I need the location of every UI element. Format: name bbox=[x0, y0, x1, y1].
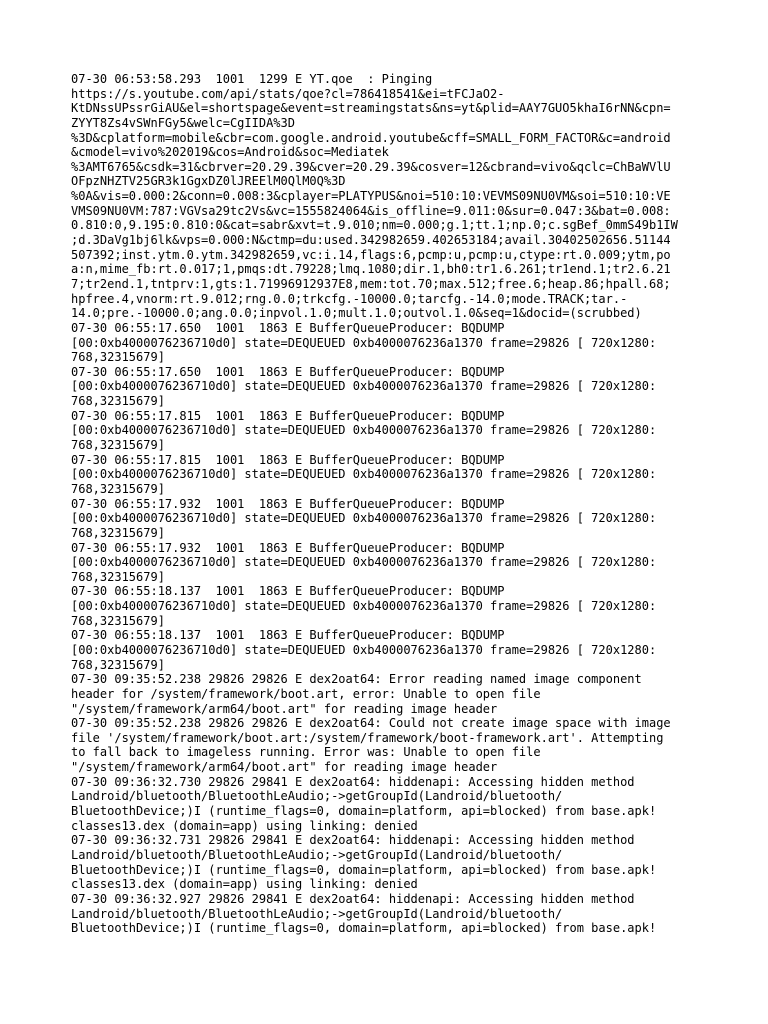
log-line: classes13.dex (domain=app) using linking: denied bbox=[71, 818, 418, 833]
log-line: ZYYT8Zs4vSWnFGy5&welc=CgIIDA%3D bbox=[71, 115, 295, 130]
log-line: 14.0;pre.-10000.0;ang.0.0;inpvol.1.0;mult.1.0;outvol.1.0&seq=1&docid=(scrubbed) bbox=[71, 306, 642, 321]
log-line: a:n,mime_fb:rt.0.017;1,pmqs:dt.79228;lmq.1080;dir.1,bh0:tr1.6.261;tr1end.1;tr2.6.21 bbox=[71, 262, 671, 277]
log-line: [00:0xb4000076236710d0] state=DEQUEUED 0xb4000076236a1370 frame=29826 [ 720x1280: bbox=[71, 423, 657, 438]
log-line: [00:0xb4000076236710d0] state=DEQUEUED 0xb4000076236a1370 frame=29826 [ 720x1280: bbox=[71, 335, 657, 350]
log-line: 07-30 06:55:17.932 1001 1863 E BufferQueueProducer: BQDUMP bbox=[71, 496, 505, 511]
log-line: 07-30 09:36:32.730 29826 29841 E dex2oat64: hiddenapi: Accessing hidden method bbox=[71, 774, 635, 789]
log-line: 768,32315679] bbox=[71, 481, 165, 496]
log-line: 07-30 06:55:17.650 1001 1863 E BufferQueueProducer: BQDUMP bbox=[71, 320, 505, 335]
log-line: KtDNssUPssrGiAU&el=shortspage&event=streamingstats&ns=yt&plid=AAY7GUO5khaI6rNN&cpn= bbox=[71, 101, 671, 116]
log-line: 07-30 06:55:17.815 1001 1863 E BufferQueueProducer: BQDUMP bbox=[71, 452, 505, 467]
log-line: 07-30 06:55:18.137 1001 1863 E BufferQueueProducer: BQDUMP bbox=[71, 584, 505, 599]
log-line: [00:0xb4000076236710d0] state=DEQUEUED 0xb4000076236a1370 frame=29826 [ 720x1280: bbox=[71, 511, 657, 526]
log-line: [00:0xb4000076236710d0] state=DEQUEUED 0xb4000076236a1370 frame=29826 [ 720x1280: bbox=[71, 467, 657, 482]
log-document bbox=[71, 72, 711, 936]
log-line: 7;tr2end.1,tntprv:1,gts:1.71996912937E8,mem:tot.70;max.512;free.6;heap.86;hpall.68; bbox=[71, 276, 671, 291]
log-line: 507392;inst.ytm.0.ytm.342982659,vc:i.14,flags:6,pcmp:u,pcmp:u,ctype:rt.0.009;ytm,po bbox=[71, 247, 671, 262]
log-line: 07-30 09:35:52.238 29826 29826 E dex2oat64: Error reading named image component bbox=[71, 672, 642, 687]
log-line: BluetoothDevice;)I (runtime_flags=0, domain=platform, api=blocked) from base.apk! bbox=[71, 921, 657, 936]
log-line: hpfree.4,vnorm:rt.9.012;rng.0.0;trkcfg.-10000.0;tarcfg.-14.0;mode.TRACK;tar.- bbox=[71, 291, 628, 306]
log-line: 07-30 06:55:17.815 1001 1863 E BufferQueueProducer: BQDUMP bbox=[71, 408, 505, 423]
log-line: [00:0xb4000076236710d0] state=DEQUEUED 0xb4000076236a1370 frame=29826 [ 720x1280: bbox=[71, 555, 657, 570]
log-line: 768,32315679] bbox=[71, 350, 165, 365]
log-line: ;d.3DaVg1bj6lk&vps=0.000:N&ctmp=du:used.342982659.402653184;avail.30402502656.51144 bbox=[71, 233, 671, 248]
log-line: BluetoothDevice;)I (runtime_flags=0, domain=platform, api=blocked) from base.apk! bbox=[71, 804, 657, 819]
log-line: to fall back to imageless running. Error was: Unable to open file bbox=[71, 745, 541, 760]
log-line: "/system/framework/arm64/boot.art" for reading image header bbox=[71, 760, 498, 775]
log-line: &cmodel=vivo%202019&cos=Android&soc=Mediatek bbox=[71, 145, 389, 160]
log-line: [00:0xb4000076236710d0] state=DEQUEUED 0xb4000076236a1370 frame=29826 [ 720x1280: bbox=[71, 642, 657, 657]
log-line: Landroid/bluetooth/BluetoothLeAudio;->getGroupId(Landroid/bluetooth/ bbox=[71, 789, 563, 804]
log-line: header for /system/framework/boot.art, error: Unable to open file bbox=[71, 686, 541, 701]
log-line: [00:0xb4000076236710d0] state=DEQUEUED 0xb4000076236a1370 frame=29826 [ 720x1280: bbox=[71, 599, 657, 614]
log-line: https://s.youtube.com/api/stats/qoe?cl=786418541&ei=tFCJaO2- bbox=[71, 86, 505, 101]
log-line: classes13.dex (domain=app) using linking: denied bbox=[71, 877, 418, 892]
log-line: OFpzNHZTV25GR3k1GgxDZ0lJREElM0QlM0Q%3D bbox=[71, 174, 346, 189]
log-line: 07-30 06:55:18.137 1001 1863 E BufferQueueProducer: BQDUMP bbox=[71, 628, 505, 643]
log-line: %3AMT6765&csdk=31&cbrver=20.29.39&cver=20.29.39&cosver=12&cbrand=vivo&qclc=ChBaWVlU bbox=[71, 159, 671, 174]
log-line: 768,32315679] bbox=[71, 657, 165, 672]
log-line: Landroid/bluetooth/BluetoothLeAudio;->getGroupId(Landroid/bluetooth/ bbox=[71, 847, 563, 862]
log-line: 768,32315679] bbox=[71, 394, 165, 409]
log-line: 07-30 06:55:17.932 1001 1863 E BufferQueueProducer: BQDUMP bbox=[71, 540, 505, 555]
log-line: 07-30 09:35:52.238 29826 29826 E dex2oat64: Could not create image space with image bbox=[71, 716, 671, 731]
log-line: 768,32315679] bbox=[71, 569, 165, 584]
log-line: 07-30 06:53:58.293 1001 1299 E YT.qoe : Pinging bbox=[71, 72, 433, 86]
log-line: %3D&cplatform=mobile&cbr=com.google.android.youtube&cff=SMALL_FORM_FACTOR&c=android bbox=[71, 130, 671, 145]
log-line: Landroid/bluetooth/BluetoothLeAudio;->getGroupId(Landroid/bluetooth/ bbox=[71, 906, 563, 921]
log-line: [00:0xb4000076236710d0] state=DEQUEUED 0xb4000076236a1370 frame=29826 [ 720x1280: bbox=[71, 379, 657, 394]
log-line: 0.810:0,9.195:0.810:0&cat=sabr&xvt=t.9.010;nm=0.000;g.1;tt.1;np.0;c.sgBef_0mmS49b1IW bbox=[71, 218, 678, 233]
log-line: 768,32315679] bbox=[71, 525, 165, 540]
log-line: 07-30 09:36:32.927 29826 29841 E dex2oat64: hiddenapi: Accessing hidden method bbox=[71, 891, 635, 906]
log-line: 768,32315679] bbox=[71, 613, 165, 628]
log-line: 07-30 06:55:17.650 1001 1863 E BufferQueueProducer: BQDUMP bbox=[71, 364, 505, 379]
log-line: BluetoothDevice;)I (runtime_flags=0, domain=platform, api=blocked) from base.apk! bbox=[71, 862, 657, 877]
log-line: 768,32315679] bbox=[71, 438, 165, 453]
log-line: "/system/framework/arm64/boot.art" for reading image header bbox=[71, 701, 498, 716]
log-line: VMS09NU0VM:787:VGVsa29tc2Vs&vc=1555824064&is_offline=9.011:0&sur=0.047:3&bat=0.008: bbox=[71, 203, 671, 218]
log-line: 07-30 09:36:32.731 29826 29841 E dex2oat64: hiddenapi: Accessing hidden method bbox=[71, 833, 635, 848]
log-line: %0A&vis=0.000:2&conn=0.008:3&cplayer=PLATYPUS&noi=510:10:VEVMS09NU0VM&soi=510:10:VE bbox=[71, 189, 671, 204]
log-line: file '/system/framework/boot.art:/system/framework/boot-framework.art'. Attempting bbox=[71, 730, 664, 745]
